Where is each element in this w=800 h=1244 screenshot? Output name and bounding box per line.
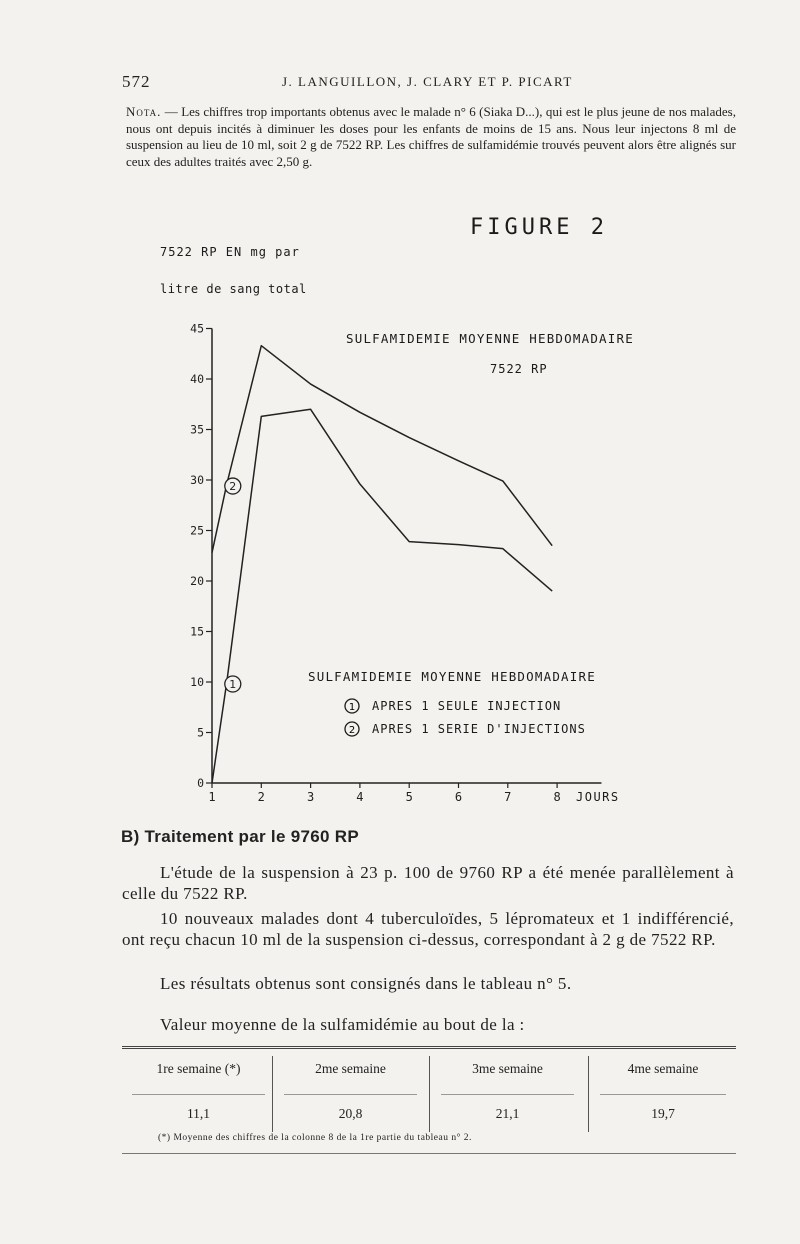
table-divider [429, 1056, 430, 1132]
x-axis-unit: JOURS [576, 790, 620, 804]
note-text: — Les chiffres trop importants obtenus avec le malade n° 6 (Siaka D...), qui est le plus jeune de nos malades, nous ont depuis incités à diminuer les doses pour les enfants de moins de 15 ans. Nous leur injectons 8 ml de suspension au lieu de 10 ml, soit 2 g de 7522 RP. Les chiffres de sulfamidémie trouvés peuvent alors être alignés sur ceux des adultes traités avec 2,50 g. [126, 104, 736, 169]
table-value-4: 19,7 [651, 1106, 675, 1121]
x-tick-label: 7 [504, 790, 512, 804]
table-separator [600, 1094, 726, 1095]
page-number: 572 [122, 72, 151, 91]
y-tick-label: 40 [190, 372, 204, 386]
legend-title: SULFAMIDEMIE MOYENNE HEBDOMADAIRE [308, 669, 596, 684]
table-column-3 [431, 1058, 584, 1130]
x-tick-label: 8 [553, 790, 561, 804]
legend-label-2: APRES 1 SERIE D'INJECTIONS [372, 722, 586, 736]
x-tick-label: 5 [405, 790, 413, 804]
y-tick-label: 0 [197, 776, 204, 790]
x-tick-label: 4 [356, 790, 364, 804]
chart-axes [212, 329, 601, 784]
x-tick-label: 6 [454, 790, 463, 804]
table-divider [588, 1056, 589, 1132]
paragraph-1: L'étude de la suspension à 23 p. 100 de 9760 RP a été menée parallèlement à celle du 7522 RP. [122, 863, 734, 903]
table-header-4: 4me semaine [627, 1061, 699, 1076]
table-bottom-rule [122, 1153, 736, 1154]
note-label: Nota. [126, 104, 162, 119]
top-caption: SULFAMIDEMIE MOYENNE HEBDOMADAIRE [346, 331, 634, 346]
section-title: B) Traitement par le 9760 RP [121, 827, 359, 846]
paragraph-2: 10 nouveaux malades dont 4 tuberculoïdes, 5 lépromateux et 1 indifférencié, ont reçu chacun 10 ml de la suspension ci-dessus, correspondant à 2 g de 7522 RP. [122, 909, 734, 949]
legend-label-1: APRES 1 SEULE INJECTION [372, 699, 562, 713]
legend-marker-2: 2 [348, 725, 356, 736]
y-tick-label: 25 [190, 523, 204, 538]
table-header-2: 2me semaine [315, 1061, 386, 1076]
table-header-1: 1re semaine (*) [156, 1061, 241, 1076]
top-caption-sub: 7522 RP [490, 362, 548, 376]
table-value-1: 11,1 [186, 1106, 211, 1121]
table-separator [284, 1094, 417, 1095]
table-column-1 [122, 1058, 275, 1130]
table-footnote: (*) Moyenne des chiffres de la colonne 8 de la 1re partie du tableau n° 2. [158, 1133, 472, 1143]
y-tick-label: 10 [190, 675, 204, 689]
running-head: J. LANGUILLON, J. CLARY ET P. PICART [282, 74, 573, 89]
legend-marker-1: 1 [348, 702, 356, 713]
x-tick-label: 1 [208, 790, 216, 804]
table-column-4 [590, 1058, 736, 1130]
x-tick-label: 3 [306, 790, 315, 804]
table-separator [441, 1094, 574, 1095]
y-tick-label: 30 [190, 473, 204, 487]
legend-item-1 [345, 699, 561, 713]
table-top-rule [122, 1046, 736, 1049]
paragraph-4: Valeur moyenne de la sulfamidémie au bout de la : [160, 1015, 525, 1034]
table-header-3: 3me semaine [472, 1061, 543, 1076]
chart-series [212, 346, 552, 783]
y-tick-label: 35 [190, 422, 204, 437]
x-tick-label: 2 [257, 790, 265, 804]
chart-markers [225, 478, 241, 692]
table-value-2: 20,8 [338, 1106, 363, 1121]
y-tick-label: 15 [190, 624, 204, 639]
table-separator [132, 1094, 265, 1095]
legend-item-2 [345, 722, 586, 736]
series-marker-label-1: 1 [229, 678, 237, 691]
figure-title: FIGURE 2 [470, 215, 608, 240]
series-marker-label-2: 2 [229, 480, 237, 494]
table-column-2 [274, 1058, 427, 1130]
y-tick-label: 20 [190, 574, 204, 588]
series-line-2 [212, 346, 552, 553]
y-tick-label: 45 [190, 321, 204, 336]
paragraph-3: Les résultats obtenus sont consignés dans le tableau n° 5. [160, 974, 572, 993]
y-axis-label-line1: 7522 RP EN mg par [160, 245, 300, 259]
y-tick-label: 5 [197, 725, 204, 740]
y-axis-label-line2: litre de sang total [160, 282, 307, 296]
table-value-3: 21,1 [495, 1106, 520, 1121]
table-divider [272, 1056, 273, 1132]
